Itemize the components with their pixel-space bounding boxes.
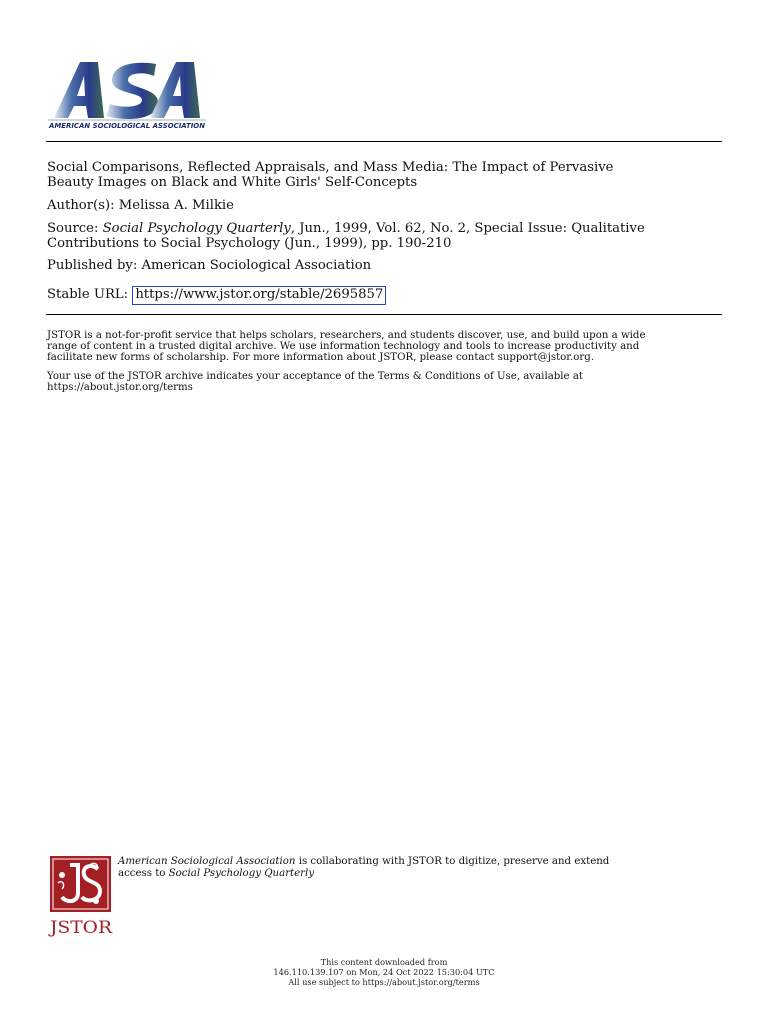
jstor-notice — [47, 330, 723, 364]
stable-url-row — [47, 286, 723, 305]
download-footer — [0, 957, 768, 987]
footer-line: 146.110.139.107 on Mon, 24 Oct 2022 15:30:04 UTC — [273, 967, 495, 977]
authors-value: Melissa A. Milkie — [118, 198, 234, 213]
collaboration-statement — [118, 856, 718, 880]
asa-logo-name: AMERICAN SOCIOLOGICAL ASSOCIATION — [48, 122, 206, 130]
footer-line: This content downloaded from — [320, 957, 448, 967]
notice-line: range of content in a trusted digital archive. We use information technology and tools to increase productivity and — [47, 341, 640, 353]
source-journal: Social Psychology Quarterly — [102, 221, 291, 236]
collab-org: American Sociological Association — [118, 856, 296, 867]
footer-line: All use subject to https://about.jstor.org/terms — [288, 977, 480, 987]
top-divider — [46, 141, 722, 142]
stable-url-label: Stable URL: — [47, 287, 129, 302]
stable-url-link[interactable]: https://www.jstor.org/stable/2695857 — [132, 286, 386, 305]
middle-divider — [46, 314, 722, 315]
title-line-1: Social Comparisons, Reflected Appraisals, and Mass Media: The Impact of Pervasive — [47, 160, 614, 175]
source-details: , Jun., 1999, Vol. 62, No. 2, Special Issue: Qualitative — [290, 221, 645, 236]
authors-label: Author(s): — [47, 198, 115, 213]
terms-link[interactable]: https://about.jstor.org/terms — [47, 382, 193, 394]
article-source — [47, 222, 723, 251]
published-label: Published by: — [47, 258, 138, 273]
collab-text: is collaborating with JSTOR to digitize, preserve and extend — [295, 856, 610, 867]
notice-line: Your use of the JSTOR archive indicates your acceptance of the Terms & Conditions of Use, available at — [47, 371, 583, 382]
terms-notice — [47, 371, 723, 393]
source-details-line-2: Contributions to Social Psychology (Jun., 1999), pp. 190-210 — [47, 235, 452, 251]
jstor-logo-text: JSTOR — [48, 918, 114, 937]
publisher-value: American Sociological Association — [141, 258, 372, 273]
collab-access-prefix: access to — [118, 868, 169, 879]
title-line-2: Beauty Images on Black and White Girls' Self-Concepts — [47, 174, 418, 190]
article-authors — [47, 199, 723, 214]
article-title — [47, 161, 723, 190]
asa-logo-icon — [46, 56, 210, 132]
jstor-logo-icon — [48, 855, 114, 937]
source-label: Source: — [47, 221, 99, 236]
notice-line: facilitate new forms of scholarship. For more information about JSTOR, please contact support@jstor.org. — [47, 352, 595, 364]
article-publisher — [47, 259, 723, 274]
collab-journal: Social Psychology Quarterly — [168, 868, 315, 879]
notice-line: JSTOR is a not-for-profit service that helps scholars, researchers, and students discover, use, and build upon a wide — [47, 330, 646, 341]
